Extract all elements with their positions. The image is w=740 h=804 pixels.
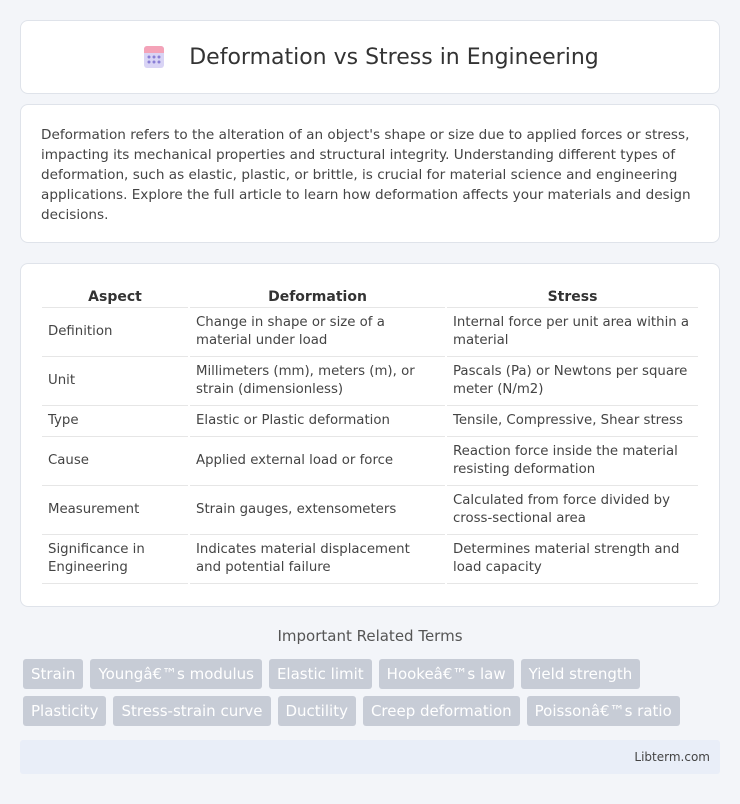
footer [20,740,720,774]
page-title: Deformation vs Stress in Engineering [189,44,599,70]
table-cell-aspect: Unit [42,357,188,406]
tag-strain[interactable]: Strain [23,659,83,689]
tag-creep-deformation[interactable]: Creep deformation [363,696,520,726]
table-cell-deformation: Applied external load or force [190,437,445,486]
table-cell-deformation: Strain gauges, extensometers [190,486,445,535]
tag-stress-strain-curve[interactable]: Stress-strain curve [113,696,270,726]
table-cell-aspect: Measurement [42,486,188,535]
tag-elastic-limit[interactable]: Elastic limit [269,659,372,689]
table-cell-aspect: Definition [42,308,188,357]
tag-yield-strength[interactable]: Yield strength [521,659,641,689]
intro-card [20,104,720,243]
table-cell-aspect: Type [42,406,188,437]
table-row [42,406,698,437]
table-cell-stress: Calculated from force divided by cross-sectional area [447,486,698,535]
table-cell-stress: Determines material strength and load capacity [447,535,698,584]
tag-youngs-modulus[interactable]: Youngâ€™s modulus [90,659,262,689]
calculator-icon [141,44,167,70]
table-cell-stress: Internal force per unit area within a material [447,308,698,357]
table-cell-aspect: Cause [42,437,188,486]
related-terms-tags [23,659,723,726]
intro-text: Deformation refers to the alteration of an object's shape or size due to applied forces or stress, impacting its mechanical properties and structural integrity. Understanding different types of deformation, such as elastic, plastic, or brittle, is crucial for material science and engineering applications. Explore the full article to learn how deformation affects your materials and design decisions. [41,127,691,223]
table-row [42,437,698,486]
tag-ductility[interactable]: Ductility [278,696,356,726]
tag-plasticity[interactable]: Plasticity [23,696,106,726]
table-cell-deformation: Millimeters (mm), meters (m), or strain (dimensionless) [190,357,445,406]
table-cell-aspect: Significance in Engineering [42,535,188,584]
related-terms-title: Important Related Terms [277,627,463,645]
column-header-aspect: Aspect [42,286,188,308]
table-row [42,535,698,584]
table-row [42,486,698,535]
table-cell-stress: Reaction force inside the material resisting deformation [447,437,698,486]
tag-poissons-ratio[interactable]: Poissonâ€™s ratio [527,696,680,726]
column-header-deformation: Deformation [190,286,445,308]
column-header-stress: Stress [447,286,698,308]
table-cell-stress: Tensile, Compressive, Shear stress [447,406,698,437]
table-cell-stress: Pascals (Pa) or Newtons per square meter (N/m2) [447,357,698,406]
table-cell-deformation: Indicates material displacement and potential failure [190,535,445,584]
comparison-table-card [20,263,720,607]
tag-hookes-law[interactable]: Hookeâ€™s law [379,659,514,689]
header-card [20,20,720,94]
table-cell-deformation: Elastic or Plastic deformation [190,406,445,437]
comparison-table [40,286,700,584]
table-cell-deformation: Change in shape or size of a material under load [190,308,445,357]
table-header-row [42,286,698,308]
header-inner [141,44,599,70]
table-row [42,357,698,406]
footer-site-link[interactable]: Libterm.com [634,750,710,764]
table-row [42,308,698,357]
